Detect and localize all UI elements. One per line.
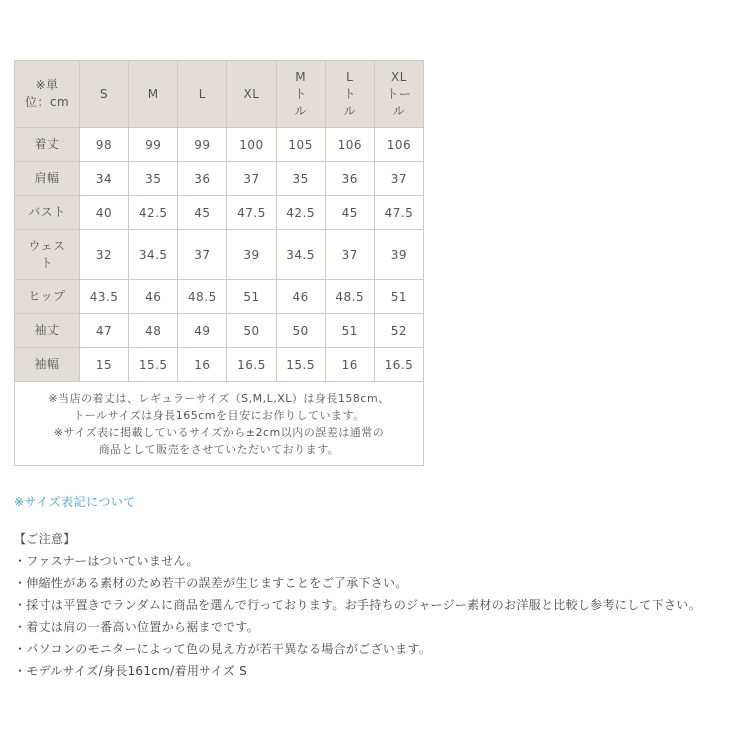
caution-item: ・パソコンのモニターによって色の見え方が若干異なる場合がございます。: [14, 642, 432, 656]
table-row: [15, 230, 424, 280]
note-line: トールサイズは身長165cmを目安にお作りしています。: [73, 408, 365, 422]
table-cell: 47.5: [227, 196, 276, 230]
table-cell: 47.5: [374, 196, 423, 230]
table-cell: 48: [129, 314, 178, 348]
table-cell: 36: [325, 162, 374, 196]
caution-item: ・着丈は肩の一番高い位置から裾までです。: [14, 620, 260, 634]
size-notation-link[interactable]: ※サイズ表記について: [14, 495, 136, 509]
caution-item: ・モデルサイズ/身長161cm/着用サイズ S: [14, 664, 248, 678]
size-table: [14, 60, 424, 466]
caution-section: [14, 528, 734, 682]
column-header-l-tall: [325, 61, 374, 128]
row-label-line: ウェス: [28, 238, 66, 253]
table-row: [15, 196, 424, 230]
table-row: [15, 314, 424, 348]
table-cell: 50: [227, 314, 276, 348]
column-header-line: M: [295, 69, 307, 84]
column-header-line: ル: [343, 103, 357, 118]
table-cell: 46: [129, 280, 178, 314]
table-cell: 99: [178, 128, 227, 162]
table-cell: 39: [227, 230, 276, 280]
table-row: [15, 348, 424, 382]
unit-header-cell: [15, 61, 80, 128]
column-header-line: S: [100, 86, 109, 101]
table-cell: 34.5: [129, 230, 178, 280]
table-cell: 52: [374, 314, 423, 348]
unit-line: ※単: [35, 78, 59, 92]
table-cell: 16: [325, 348, 374, 382]
column-header-line: M: [147, 86, 159, 101]
column-header-line: XL: [243, 86, 260, 101]
table-cell: 37: [178, 230, 227, 280]
column-header-s: [80, 61, 129, 128]
table-note-row: [15, 382, 424, 466]
row-label: バスト: [15, 196, 80, 230]
column-header-line: ル: [294, 103, 307, 118]
caution-item: ・採寸は平置きでランダムに商品を選んで行っております。お手持ちのジャージー素材のお洋服と比較し参考にして下さい。: [14, 598, 701, 612]
row-label: 袖幅: [15, 348, 80, 382]
table-cell: 48.5: [178, 280, 227, 314]
table-cell: 15.5: [276, 348, 325, 382]
row-label-line: ト: [40, 255, 54, 270]
table-cell: 51: [227, 280, 276, 314]
caution-item: ・ファスナーはついていません。: [14, 554, 199, 568]
table-cell: 48.5: [325, 280, 374, 314]
caution-item: ・伸縮性がある素材のため若干の誤差が生じますことをご了承下さい。: [14, 576, 408, 590]
table-cell: 35: [129, 162, 178, 196]
table-cell: 42.5: [129, 196, 178, 230]
table-cell: 15: [80, 348, 129, 382]
caution-title: 【ご注意】: [14, 532, 76, 546]
table-cell: 51: [374, 280, 423, 314]
row-label: [15, 230, 80, 280]
column-header-line: L: [198, 86, 206, 101]
row-label: 着丈: [15, 128, 80, 162]
column-header-line: XL: [390, 69, 407, 84]
table-cell: 16.5: [374, 348, 423, 382]
table-cell: 32: [80, 230, 129, 280]
table-cell: 16: [178, 348, 227, 382]
column-header-line: L: [346, 69, 354, 84]
table-cell: 37: [325, 230, 374, 280]
table-cell: 49: [178, 314, 227, 348]
table-row: [15, 162, 424, 196]
table-cell: 45: [178, 196, 227, 230]
table-cell: 106: [374, 128, 423, 162]
table-cell: 46: [276, 280, 325, 314]
table-cell: 39: [374, 230, 423, 280]
table-note: [15, 382, 424, 466]
table-cell: 106: [325, 128, 374, 162]
row-label: ヒップ: [15, 280, 80, 314]
column-header-xl: [227, 61, 276, 128]
unit-line: 位：cm: [24, 95, 70, 109]
table-cell: 51: [325, 314, 374, 348]
table-cell: 35: [276, 162, 325, 196]
column-header-line: トー: [386, 86, 412, 101]
column-header-line: ル: [392, 103, 406, 118]
column-header-line: ト: [294, 86, 307, 101]
table-row: [15, 128, 424, 162]
table-cell: 47: [80, 314, 129, 348]
table-cell: 34: [80, 162, 129, 196]
table-cell: 34.5: [276, 230, 325, 280]
note-line: ※サイズ表に掲載しているサイズから±2cm以内の誤差は通常の: [53, 425, 385, 439]
table-row: [15, 280, 424, 314]
column-header-l: [178, 61, 227, 128]
table-cell: 99: [129, 128, 178, 162]
table-header-row: [15, 61, 424, 128]
column-header-m: [129, 61, 178, 128]
column-header-xl-tall: [374, 61, 423, 128]
note-line: ※当店の着丈は、レギュラーサイズ（S,M,L,XL）は身長158cm、: [48, 391, 390, 405]
table-cell: 36: [178, 162, 227, 196]
column-header-m-tall: [276, 61, 325, 128]
table-cell: 105: [276, 128, 325, 162]
table-cell: 100: [227, 128, 276, 162]
row-label: 肩幅: [15, 162, 80, 196]
note-line: 商品として販売をさせていただいております。: [98, 442, 340, 456]
table-cell: 37: [227, 162, 276, 196]
table-cell: 15.5: [129, 348, 178, 382]
table-cell: 50: [276, 314, 325, 348]
table-cell: 40: [80, 196, 129, 230]
table-cell: 98: [80, 128, 129, 162]
table-cell: 16.5: [227, 348, 276, 382]
table-cell: 45: [325, 196, 374, 230]
table-cell: 42.5: [276, 196, 325, 230]
table-cell: 43.5: [80, 280, 129, 314]
column-header-line: ト: [343, 86, 357, 101]
row-label: 袖丈: [15, 314, 80, 348]
table-cell: 37: [374, 162, 423, 196]
